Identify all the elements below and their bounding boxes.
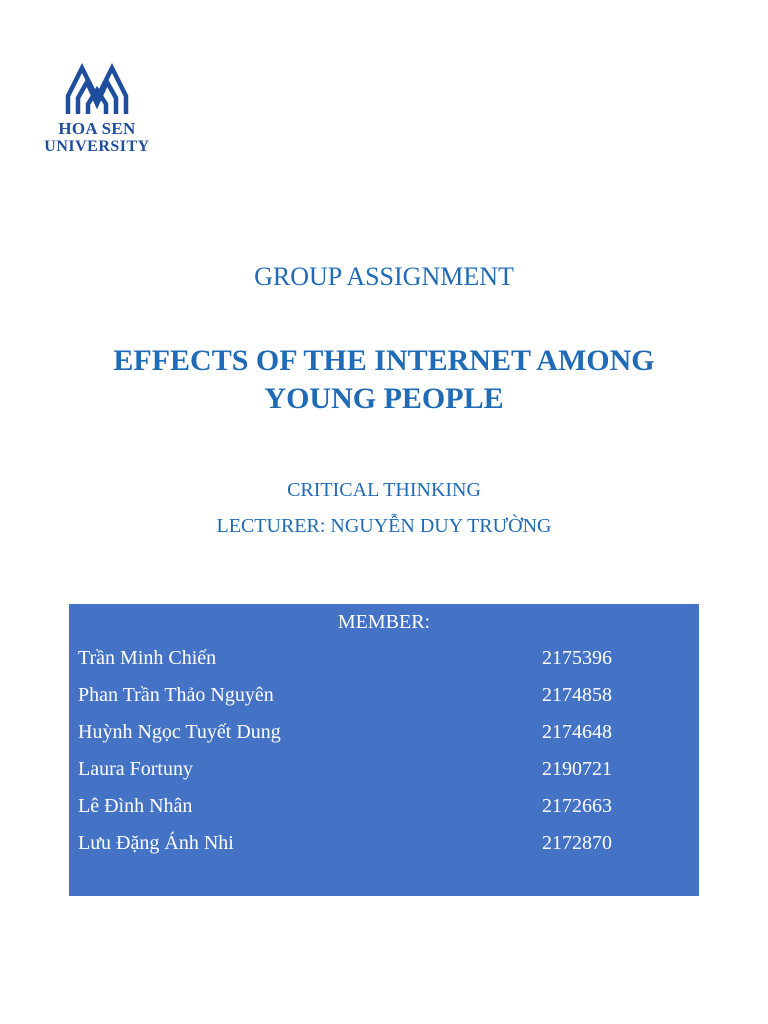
member-name: Laura Fortuny: [78, 758, 193, 780]
member-name: Lưu Đặng Ánh Nhi: [78, 832, 234, 854]
university-logo: [36, 60, 158, 156]
course-name: CRITICAL THINKING: [287, 479, 481, 501]
logo-text-line2: UNIVERSITY: [44, 138, 150, 155]
table-row: [69, 788, 699, 825]
assignment-type: GROUP ASSIGNMENT: [254, 262, 514, 291]
lecturer-name: LECTURER: NGUYỄN DUY TRƯỜNG: [216, 515, 552, 537]
logo-text-line1: HOA SEN: [58, 119, 136, 138]
title-line2: YOUNG PEOPLE: [264, 382, 504, 415]
member-name: Lê Đình Nhân: [78, 795, 193, 817]
table-row: [69, 751, 699, 788]
table-row: [69, 640, 699, 677]
member-name: Trần Minh Chiến: [78, 647, 217, 669]
member-table-header: MEMBER:: [337, 611, 431, 633]
member-name: Phan Trần Thảo Nguyên: [78, 684, 274, 706]
member-id: 2174648: [542, 721, 612, 743]
document-title: [0, 342, 768, 418]
title-line1: EFFECTS OF THE INTERNET AMONG: [113, 344, 655, 377]
member-table: [69, 604, 699, 896]
member-id: 2190721: [542, 758, 612, 780]
lotus-emblem-icon: [65, 60, 129, 116]
table-row: [69, 825, 699, 862]
member-name: Huỳnh Ngọc Tuyết Dung: [78, 721, 281, 743]
member-id: 2172870: [542, 832, 612, 854]
table-row: [69, 677, 699, 714]
member-id: 2172663: [542, 795, 612, 817]
member-id: 2174858: [542, 684, 612, 706]
member-id: 2175396: [542, 647, 612, 669]
table-row: [69, 714, 699, 751]
